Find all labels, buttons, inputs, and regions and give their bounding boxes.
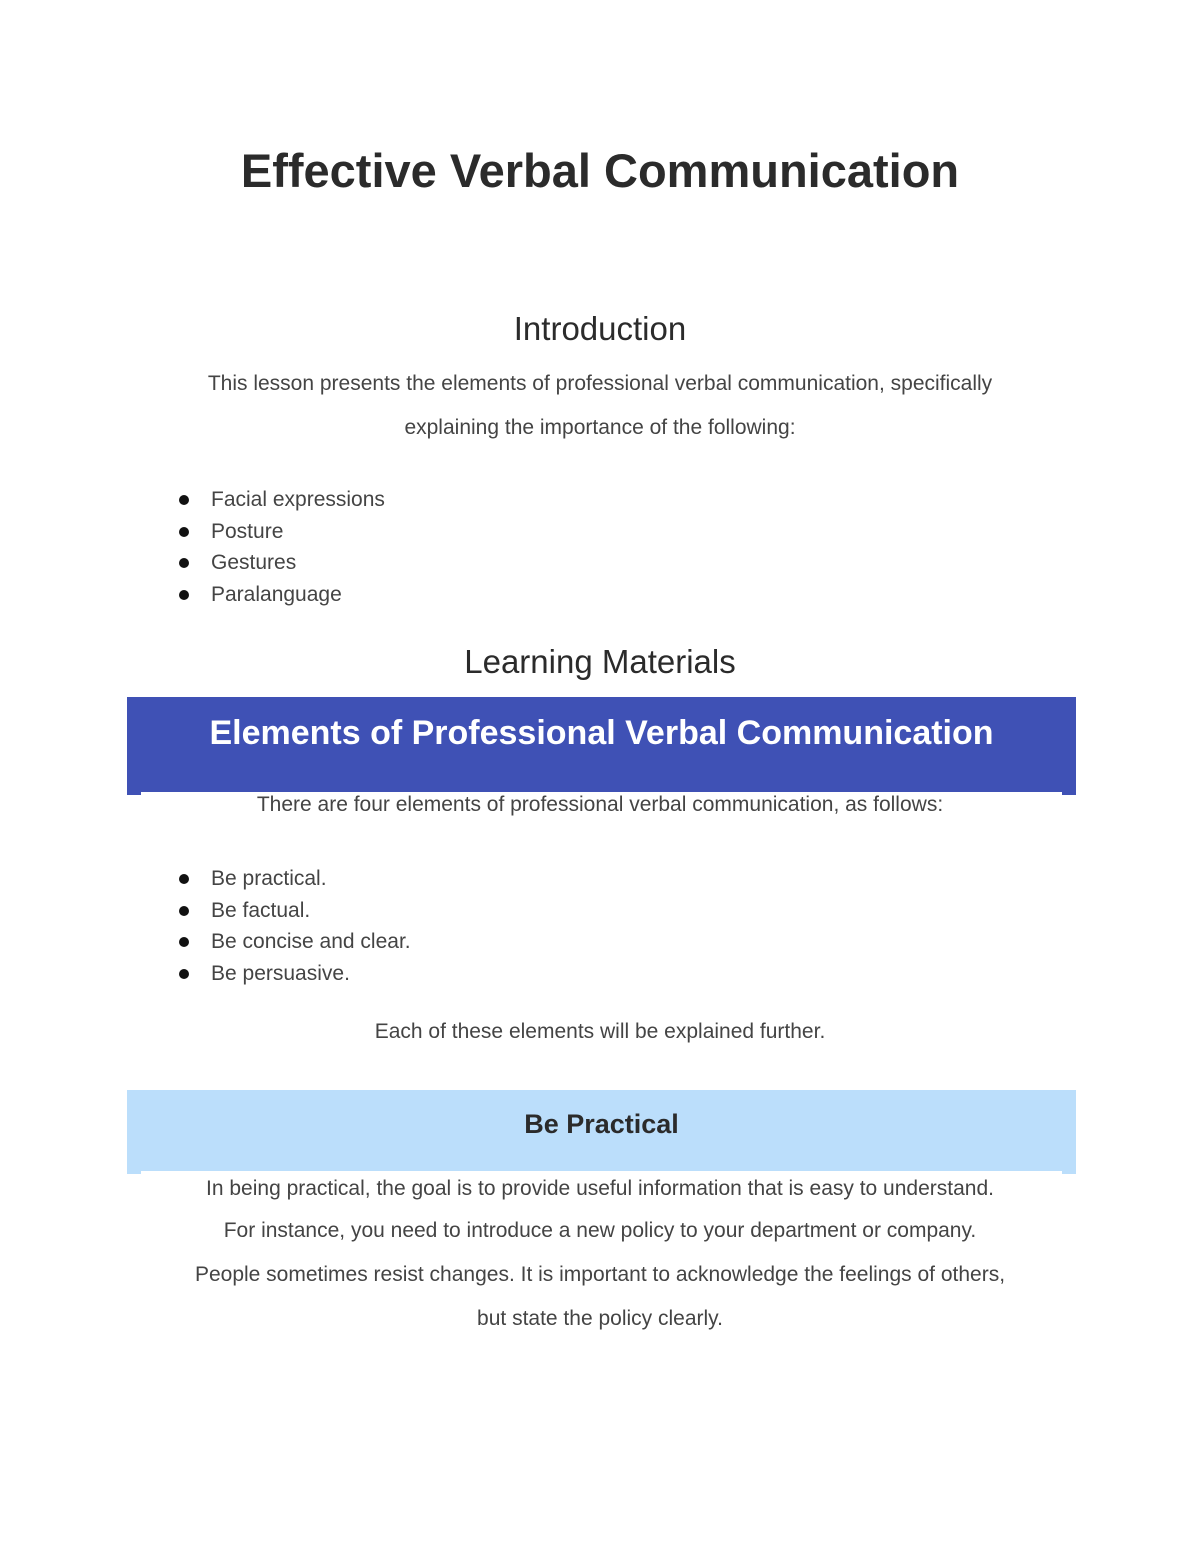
learning-materials-heading: Learning Materials	[464, 643, 736, 680]
be-practical-banner	[127, 1090, 1076, 1174]
bullet-icon	[179, 969, 189, 979]
elements-closing-line: Each of these elements will be explained further.	[374, 1020, 826, 1043]
list-item-text: Paralanguage	[211, 582, 342, 606]
bullet-icon	[179, 558, 189, 568]
list-item	[176, 958, 411, 990]
list-item	[176, 863, 411, 895]
list-item-text: Posture	[211, 519, 284, 543]
list-item	[176, 516, 385, 548]
bullet-icon	[179, 906, 189, 916]
elements-intro-line: There are four elements of professional verbal communication, as follows:	[256, 793, 944, 816]
document-title: Effective Verbal Communication	[240, 144, 960, 197]
banner-divider	[141, 1171, 1062, 1174]
list-item-text: Be practical.	[211, 867, 327, 890]
list-item-text: Facial expressions	[211, 488, 385, 511]
bullet-icon	[179, 937, 189, 947]
be-practical-line-3: People sometimes resist changes. It is important to acknowledge the feelings of others,	[194, 1263, 1006, 1286]
elements-banner	[127, 697, 1076, 795]
list-item-text: Be concise and clear.	[211, 930, 411, 953]
list-item	[176, 547, 385, 579]
list-item-text: Be factual.	[211, 898, 311, 922]
elements-bullet-list	[176, 863, 411, 989]
be-practical-line-2: For instance, you need to introduce a new policy to your department or company.	[223, 1219, 977, 1242]
list-item-text: Gestures	[211, 551, 297, 574]
be-practical-line-1: In being practical, the goal is to provide useful information that is easy to understand.	[206, 1177, 994, 1200]
bullet-icon	[179, 495, 189, 505]
be-practical-banner-title: Be Practical	[524, 1109, 679, 1139]
be-practical-line-4: but state the policy clearly.	[477, 1307, 723, 1330]
introduction-heading: Introduction	[513, 310, 687, 347]
list-item	[176, 895, 411, 927]
list-item	[176, 579, 385, 611]
list-item	[176, 926, 411, 958]
introduction-line-1: This lesson presents the elements of professional verbal communication, specifically	[207, 372, 993, 395]
bullet-icon	[179, 527, 189, 537]
introduction-line-2: explaining the importance of the following:	[404, 416, 796, 439]
list-item-text: Be persuasive.	[211, 961, 350, 985]
list-item	[176, 484, 385, 516]
bullet-icon	[179, 874, 189, 884]
introduction-bullet-list	[176, 484, 385, 610]
bullet-icon	[179, 590, 189, 600]
elements-banner-title: Elements of Professional Verbal Communication	[209, 714, 994, 752]
